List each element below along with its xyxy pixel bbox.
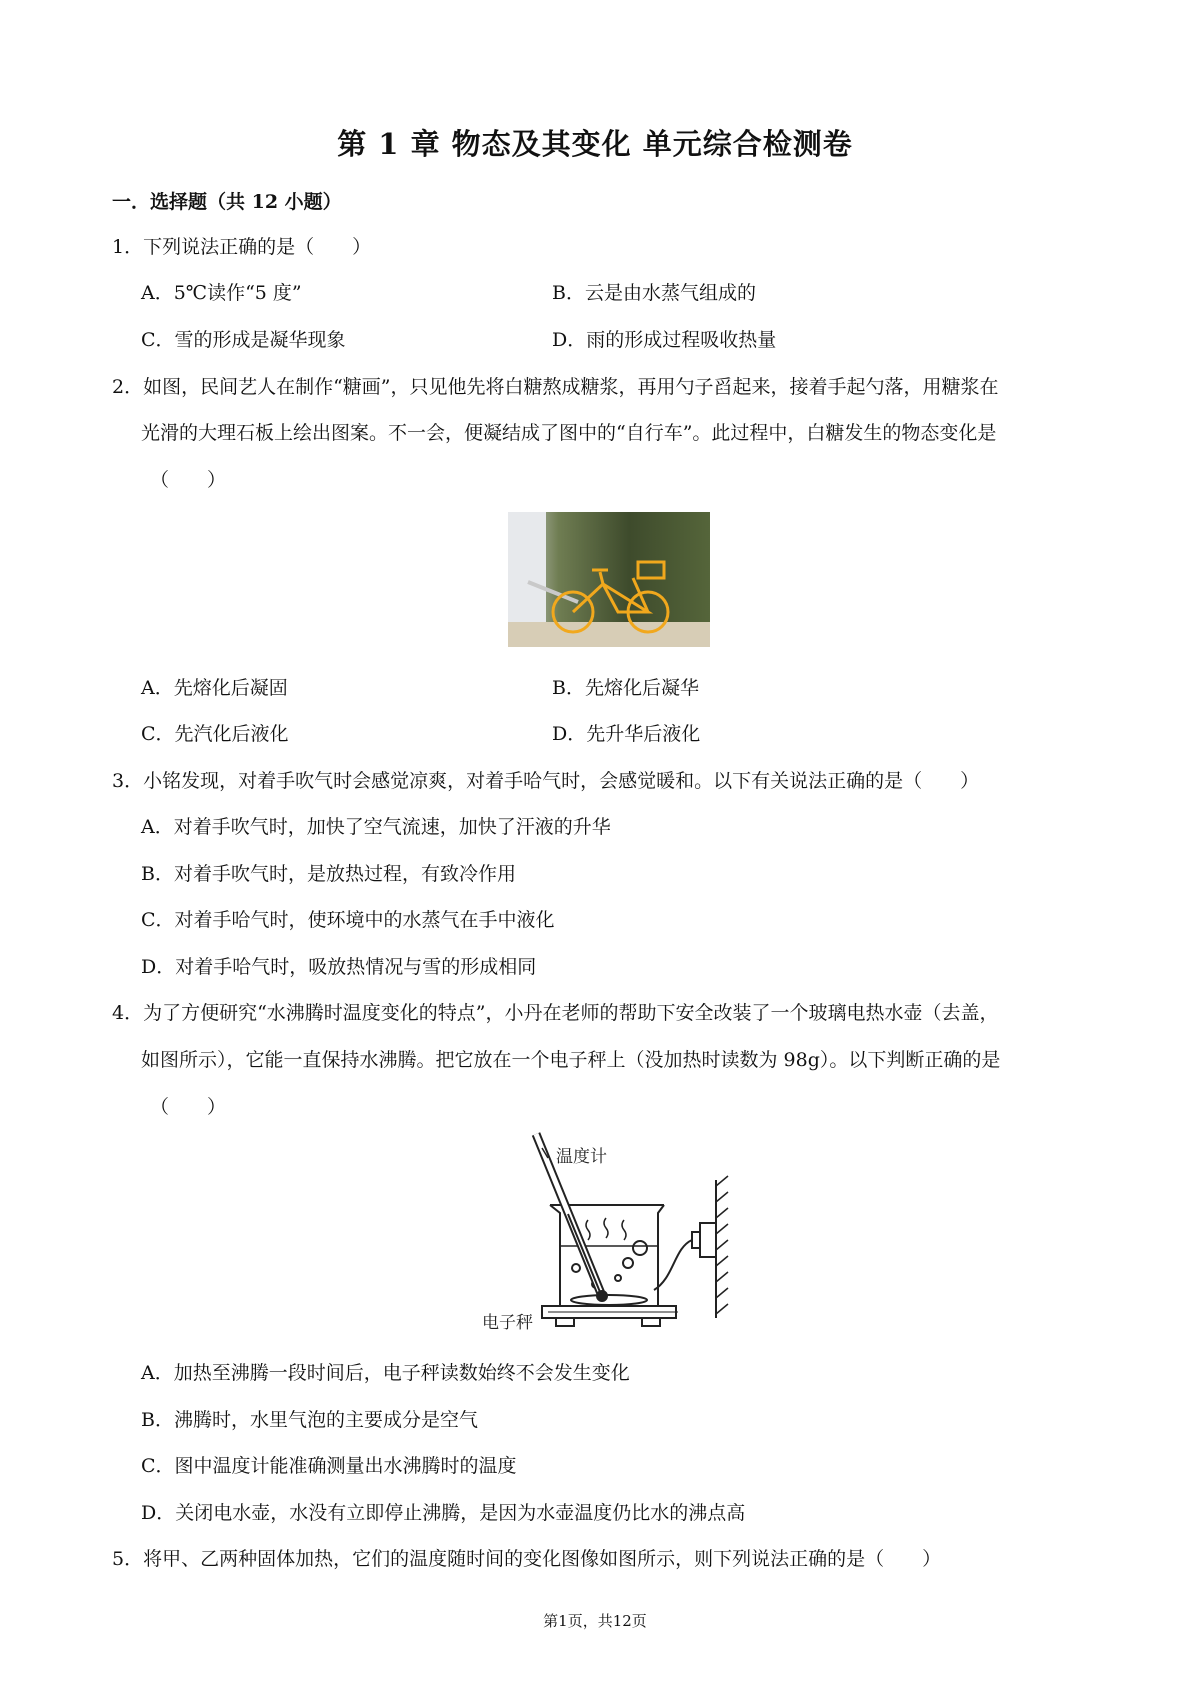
scale-label: 电子秤 bbox=[482, 1313, 533, 1333]
q4-stem-line1: 4．为了方便研究“水沸腾时温度变化的特点”，小丹在老师的帮助下安全改装了一个玻璃电热水壶（去盖， bbox=[112, 1002, 999, 1024]
sugar-bicycle-photo bbox=[508, 512, 710, 647]
q4-option-b: B．沸腾时，水里气泡的主要成分是空气 bbox=[141, 1409, 478, 1431]
q3-stem: 3．小铭发现，对着手吹气时会感觉凉爽，对着手哈气时，会感觉暖和。以下有关说法正确的是（ ） bbox=[112, 770, 980, 792]
q2-option-a: A．先熔化后凝固 bbox=[141, 677, 288, 699]
q1-option-b: B．云是由水蒸气组成的 bbox=[552, 282, 756, 304]
q4-answer-paren: （ ） bbox=[150, 1096, 227, 1118]
thermometer-label: 温度计 bbox=[556, 1147, 607, 1167]
q3-option-a: A．对着手吹气时，加快了空气流速，加快了汗液的升华 bbox=[141, 816, 611, 838]
q5-stem: 5．将甲、乙两种固体加热，它们的温度随时间的变化图像如图所示，则下列说法正确的是（ ） bbox=[112, 1548, 942, 1570]
q3-option-b: B．对着手吹气时，是放热过程，有致冷作用 bbox=[141, 863, 516, 885]
page-title: 第 1 章 物态及其变化 单元综合检测卷 bbox=[337, 127, 853, 161]
q4-option-d: D．关闭电水壶，水没有立即停止沸腾，是因为水壶温度仍比水的沸点高 bbox=[141, 1502, 746, 1524]
q2-option-b: B．先熔化后凝华 bbox=[552, 677, 699, 699]
q4-option-c: C．图中温度计能准确测量出水沸腾时的温度 bbox=[141, 1455, 517, 1477]
q2-option-d: D．先升华后液化 bbox=[552, 723, 701, 745]
q2-stem-line2: 光滑的大理石板上绘出图案。不一会，便凝结成了图中的“自行车”。此过程中，白糖发生的物态变化是 bbox=[141, 422, 997, 444]
q1-option-c: C．雪的形成是凝华现象 bbox=[141, 329, 346, 351]
q1-stem: 1．下列说法正确的是（ ） bbox=[112, 236, 372, 258]
q1-option-a: A．5℃读作“5 度” bbox=[141, 282, 302, 304]
q4-stem-line2: 如图所示），它能一直保持水沸腾。把它放在一个电子秤上（没加热时读数为 98g）。以下判断正确的是 bbox=[141, 1049, 1001, 1071]
q3-option-c: C．对着手哈气时，使环境中的水蒸气在手中液化 bbox=[141, 909, 555, 931]
section-heading: 一．选择题（共 12 小题） bbox=[112, 191, 342, 213]
q2-answer-paren: （ ） bbox=[150, 469, 227, 491]
q3-option-d: D．对着手哈气时，吸放热情况与雪的形成相同 bbox=[141, 956, 537, 978]
q2-stem-line1: 2．如图，民间艺人在制作“糖画”，只见他先将白糖熬成糖浆，再用勺子舀起来，接着手起勺落，用糖浆在 bbox=[112, 376, 999, 398]
q1-option-d: D．雨的形成过程吸收热量 bbox=[552, 329, 777, 351]
kettle-scale-diagram bbox=[478, 1128, 740, 1340]
q4-option-a: A．加热至沸腾一段时间后，电子秤读数始终不会发生变化 bbox=[141, 1362, 630, 1384]
page-footer: 第1页，共12页 bbox=[543, 1612, 647, 1630]
q2-option-c: C．先汽化后液化 bbox=[141, 723, 289, 745]
